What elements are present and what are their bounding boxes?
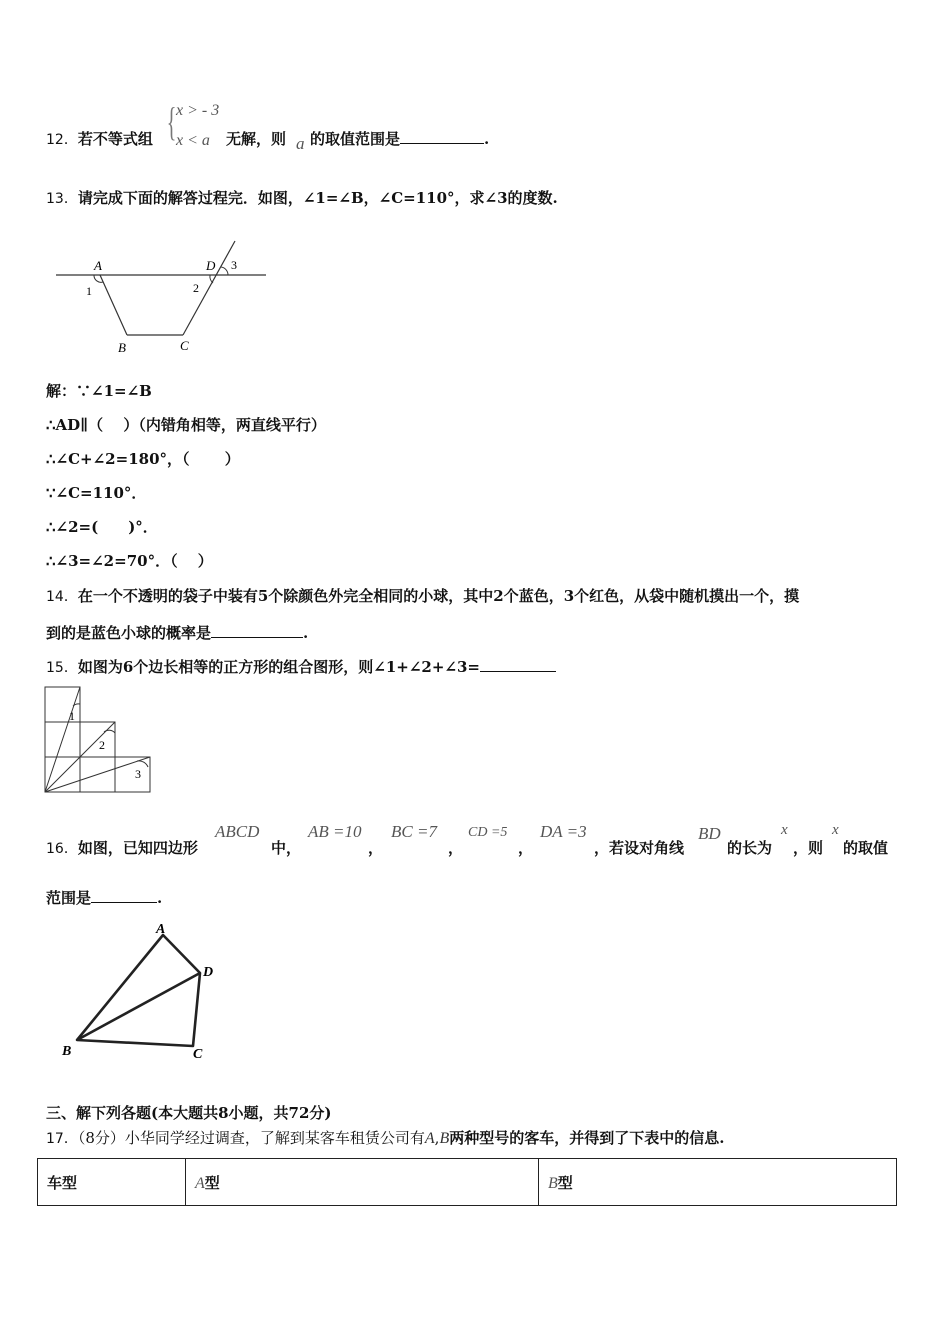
brace-symbol: {	[166, 99, 177, 144]
question-number: 16．	[46, 841, 78, 857]
quadrilateral-figure	[55, 918, 230, 1064]
math-da: DA =3	[540, 822, 587, 841]
label-d: D	[203, 965, 214, 980]
label-d: D	[206, 258, 216, 273]
section-title: 三、解下列各题(本大题共8小题，共72分)	[46, 1104, 332, 1122]
label-1: 1	[69, 709, 75, 723]
answer-blank[interactable]	[480, 657, 556, 672]
segment-cd-extended	[183, 241, 235, 335]
trapezoid-figure	[50, 235, 280, 365]
math-bd: BD	[698, 824, 721, 843]
answer-blank[interactable]	[211, 623, 303, 638]
q16-text-4: 的长为	[727, 839, 773, 857]
q17-text-2: 两种型号的客车，并得到了下表中的信息.	[449, 1129, 725, 1147]
header-type-label: 型	[557, 1173, 573, 1192]
squares-figure	[44, 686, 154, 798]
variable-a: a	[296, 134, 305, 153]
label-b: B	[118, 340, 126, 355]
system-line-1: x > - 3	[176, 102, 220, 119]
math-bc: BC =7	[391, 822, 437, 841]
comma-2: ，	[448, 839, 464, 857]
q13-text: 请完成下面的解答过程完．如图，∠1=∠B，∠C=110°，求∠3的度数.	[77, 189, 558, 207]
q17-sep: ,	[434, 1129, 440, 1147]
math-a: A	[424, 1130, 435, 1147]
math-x-1: x	[781, 822, 788, 838]
q13-step-4: ∵∠C=110°．	[46, 484, 147, 502]
label-c: C	[193, 1047, 203, 1062]
angle-3-arc	[221, 267, 228, 275]
math-b: B	[548, 1174, 558, 1192]
question-number: 15．	[46, 660, 78, 676]
label-3: 3	[231, 258, 237, 272]
math-ab: AB =10	[308, 822, 362, 841]
q16-text-2: 中，	[271, 839, 302, 857]
q14-end: .	[303, 624, 309, 642]
q12-end: .	[484, 130, 490, 148]
q14-line-2	[46, 622, 308, 643]
math-b: B	[439, 1130, 450, 1147]
question-number: 17．	[46, 1131, 78, 1147]
question-number: 14．	[46, 589, 78, 605]
q12-text-before: 若不等式组	[77, 130, 153, 148]
comma-3: ，	[518, 839, 534, 857]
label-2: 2	[193, 281, 199, 295]
q14-text-2: 到的是蓝色小球的概率是	[46, 624, 212, 642]
q14-line-1	[46, 585, 799, 606]
q13-stem	[46, 187, 558, 208]
q16-text-5: ，则	[793, 839, 824, 857]
question-number: 12．	[46, 132, 78, 148]
label-1: 1	[86, 284, 92, 298]
label-b: B	[62, 1044, 72, 1059]
header-type-label: 型	[204, 1173, 220, 1192]
q16-start	[46, 837, 198, 858]
label-a: A	[156, 922, 166, 937]
q15-text: 如图为6个边长相等的正方形的组合图形，则∠1+∠2+∠3=	[77, 658, 480, 676]
header-cell-a	[186, 1159, 539, 1206]
q16-text-3: ，若设对角线	[594, 839, 685, 857]
q12-tail	[310, 128, 489, 149]
label-c: C	[180, 338, 189, 353]
diagonal-1	[45, 687, 80, 792]
q16-line-2	[46, 887, 162, 908]
segment-ab	[100, 275, 127, 335]
q15-stem	[46, 656, 556, 677]
header-cell-type: 车型	[38, 1159, 186, 1206]
diagonal-bd	[77, 973, 200, 1040]
header-cell-b	[539, 1159, 897, 1206]
label-2: 2	[99, 738, 105, 752]
q13-step-3: ∴∠C+∠2=180°，（ ）	[46, 450, 240, 468]
math-a: A	[195, 1174, 205, 1192]
math-abcd: ABCD	[215, 822, 260, 841]
system-line-2: x < a	[176, 132, 210, 149]
q16-text-6: 的取值	[843, 839, 889, 857]
vehicle-table	[37, 1158, 897, 1206]
q13-step-2: ∴AD∥（ ）（内错角相等，两直线平行）	[46, 416, 326, 434]
q12-text-after: 的取值范围是	[310, 130, 401, 148]
table-row	[38, 1159, 897, 1206]
q13-step-1: 解：∵∠1=∠B	[46, 382, 152, 400]
q16-line2-text: 范围是	[46, 889, 92, 907]
math-x-2: x	[832, 822, 839, 838]
q16-text-1: 如图，已知四边形	[77, 839, 198, 857]
label-3: 3	[135, 767, 141, 781]
q12-middle	[226, 128, 286, 149]
q17-score: （8分）	[77, 1129, 125, 1147]
q13-step-5: ∴∠2=( )°．	[46, 518, 158, 536]
answer-blank[interactable]	[400, 129, 484, 144]
q17-stem	[46, 1127, 724, 1148]
q17-text-1: 小华同学经过调查，了解到某客车租赁公司有	[124, 1129, 425, 1147]
q14-text-1: 在一个不透明的袋子中装有5个除颜色外完全相同的小球，其中2个蓝色，3个红色，从袋中随机摸出一个，摸	[77, 587, 800, 605]
label-a: A	[94, 258, 102, 273]
q16-end: .	[157, 889, 163, 907]
comma-1: ，	[368, 839, 384, 857]
q12-stem	[46, 128, 153, 149]
question-number: 13．	[46, 191, 78, 207]
q12-text-middle: 无解，则	[226, 130, 287, 148]
answer-blank[interactable]	[91, 888, 157, 903]
q13-step-6: ∴∠3=∠2=70°．（ ）	[46, 552, 213, 570]
math-cd: CD =5	[468, 825, 508, 840]
